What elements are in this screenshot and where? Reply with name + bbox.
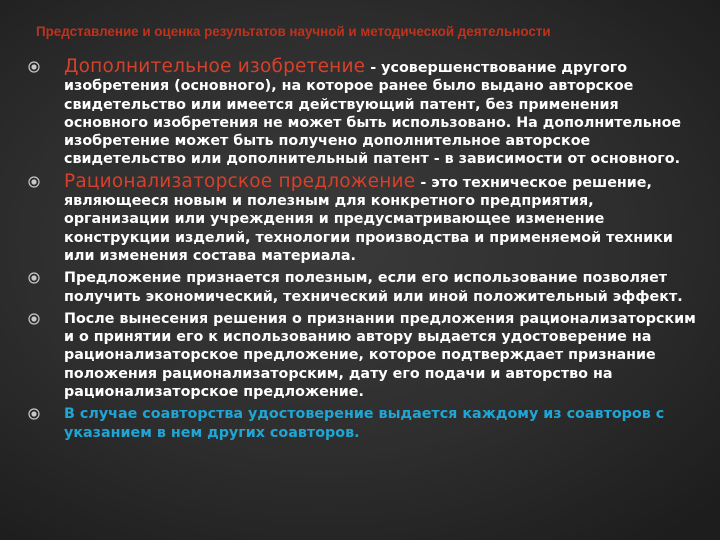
bullet-item-usefulness (28, 269, 696, 306)
bullet-text: Предложение признается полезным, если его использование позволяет получить экономический, технический или иной положительный эффект. (64, 270, 683, 305)
bullet-item-additional-invention (28, 58, 696, 169)
circled-dot-bullet-icon (28, 313, 40, 325)
bullet-text: После вынесения решения о признании предложения рационализаторским и о принятии его к использованию автору выдается удостоверение на рационализаторское предложение, которое подтверждает признание положения рационализаторским, дату его подачи и авторство на рационализаторское предложение. (64, 310, 696, 401)
circled-dot-bullet-icon (28, 176, 40, 188)
bullet-term: Рационализаторское предложение (64, 170, 416, 192)
bullet-list (28, 58, 696, 446)
bullet-item-rationalization-proposal (28, 170, 696, 265)
bullet-item-coauthorship (28, 405, 696, 442)
circled-dot-bullet-icon (28, 408, 40, 420)
bullet-text: - это техническое решение, являющееся новым и полезным для конкретного предприятия, организации или учреждения и предусматривающее изменение конструкции изделий, технологии производства и применяемой техники или изменения состава материала. (64, 174, 673, 264)
bullet-text: - усовершенствование другого изобретения (основного), на которое ранее было выдано авторское свидетельство или имеется действующий патент, без применения основного изобретения не может быть использовано. На дополнительное изобретение может быть получено дополнительное авторское свидетельство или дополнительный патент - в зависимости от основного. (64, 60, 682, 168)
bullet-item-certificate (28, 310, 696, 401)
circled-dot-bullet-icon (28, 272, 40, 284)
circled-dot-bullet-icon (28, 61, 40, 73)
slide-title: Представление и оценка результатов научной и методической деятельности (36, 24, 551, 39)
bullet-term: Дополнительное изобретение (64, 56, 366, 77)
bullet-text-highlight: В случае соавторства удостоверение выдается каждому из соавторов с указанием в нем других соавторов. (64, 406, 665, 441)
